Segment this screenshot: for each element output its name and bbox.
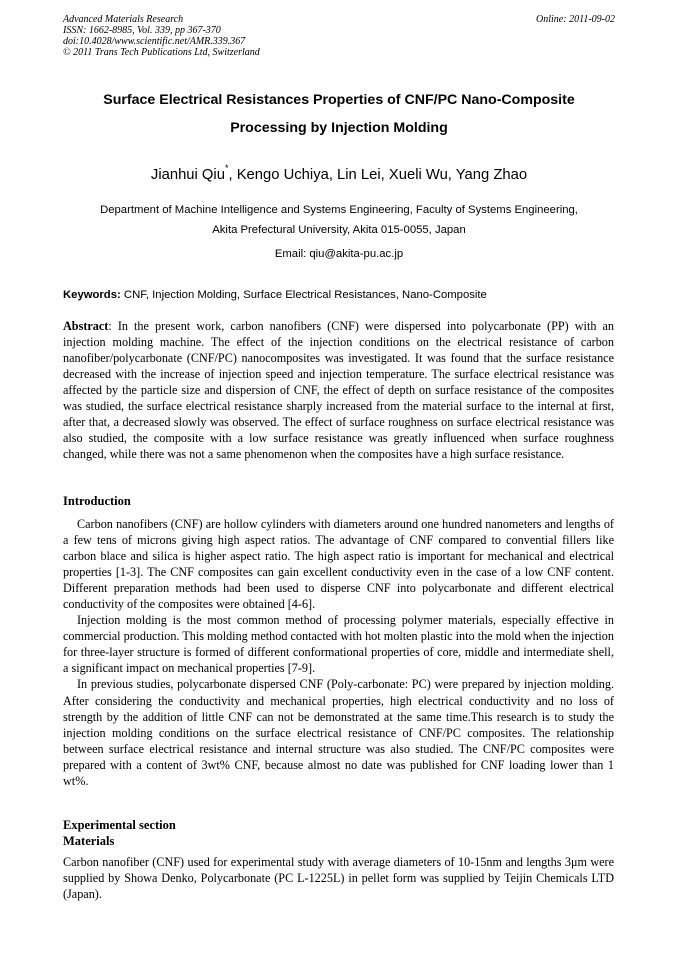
author-rest: , Kengo Uchiya, Lin Lei, Xueli Wu, Yang Zhao	[228, 166, 528, 183]
paper-title-line-1: Surface Electrical Resistances Properties of CNF/PC Nano-Composite	[103, 92, 575, 108]
intro-paragraph-3: In previous studies, polycarbonate dispersed CNF (Poly-carbonate: PC) were prepared by injection molding. After considering the conductivity and mechanical properties, high electrical conductivity and no loss of strength by the addition of little CNF can not be demonstrated at the same time.This research is to study the injection molding conditions on the surface electrical resistance of CNF/PC composites. The relationship between surface electrical resistance and internal structure was also studied. The CNF/PC composites were prepared with a content of 3wt% CNF, because almost no date was published for CNF loading lower than 1 wt%.	[63, 677, 614, 788]
online-date-text: Online: 2011-09-02	[536, 14, 615, 25]
introduction-body	[63, 516, 614, 789]
keywords-text: CNF, Injection Molding, Surface Electrical Resistances, Nano-Composite	[120, 289, 487, 301]
journal-name: Advanced Materials Research	[63, 14, 184, 25]
corresponding-mark: *	[224, 163, 229, 173]
materials-body	[63, 854, 614, 902]
paper-title-line-2: Processing by Injection Molding	[230, 120, 448, 136]
affiliation	[40, 200, 638, 240]
intro-paragraph-2: Injection molding is the most common method of processing polymer materials, especially effective in commercial production. This molding method contacted with hot molten plastic into the mold when the injection for three-layer structure is formed of different conformational properties of core, middle and intermediate shell, a significant impact on mechanical properties [7-9].	[63, 613, 614, 676]
affiliation-line-2: Akita Prefectural University, Akita 015-0055, Japan	[212, 224, 466, 236]
keywords	[63, 287, 623, 303]
journal-issn: ISSN: 1662-8985, Vol. 339, pp 367-370	[63, 25, 221, 36]
experimental-heading: Experimental section	[63, 818, 176, 832]
introduction-heading: Introduction	[63, 494, 131, 508]
journal-header	[63, 14, 260, 58]
materials-paragraph: Carbon nanofiber (CNF) used for experimental study with average diameters of 10-15nm and lengths 3μm were supplied by Showa Denko, Polycarbonate (PC L-1225L) in pellet form was supplied by Teijin Chemicals LTD (Japan).	[63, 855, 614, 902]
author-first: Jianhui Qiu	[150, 166, 225, 183]
paper-title	[40, 86, 638, 142]
abstract-text: : In the present work, carbon nanofibers (CNF) were dispersed into polycarbonate (PP) with an injection molding machine. The effect of the injection conditions on the electrical resistance of carbon nanofiber/polycarbonate (CNF/PC) nanocomposites was investigated. It was found that the surface resistance decreased with the increase of injection speed and injection temperature. The surface electrical resistance was affected by the particle size and dispersion of CNF, the effect of depth on surface resistance of the composites was studied, the surface electrical resistance sharply increased from the material surface to the internal at first, after that, a decreased slowly was observed. The effect of surface roughness on surface electrical resistance was also studied, the composite with a low surface resistance was greatly influenced when surface roughness changed, while there was not a same phenomenon when the composites have a high surface resistance.	[63, 319, 614, 462]
materials-heading: Materials	[63, 834, 115, 848]
abstract	[63, 318, 614, 462]
abstract-label: Abstract	[63, 319, 109, 333]
author-list	[40, 160, 638, 185]
author-email: Email: qiu@akita-pu.ac.jp	[274, 248, 404, 260]
keywords-label: Keywords:	[63, 289, 121, 301]
journal-copyright: © 2011 Trans Tech Publications Ltd, Switzerland	[63, 47, 260, 58]
intro-paragraph-1: Carbon nanofibers (CNF) are hollow cylinders with diameters around one hundred nanometers and lengths of a few tens of microns giving high aspect ratios. The advantage of CNF compared to convential fillers like carbon blace and silica is higher aspect ratio. The high aspect ratio is important for mechanical and electrical properties [1-3]. The CNF composites can gain excellent conductivity even in the case of a low CNF content. Different preparation methods had been used to disperse CNF into polycarbonate and different electrical conductivity of the composites were obtained [4-6].	[63, 517, 614, 612]
journal-doi: doi:10.4028/www.scientific.net/AMR.339.367	[63, 36, 246, 47]
affiliation-line-1: Department of Machine Intelligence and Systems Engineering, Faculty of Systems Engineering,	[100, 204, 578, 216]
online-date	[536, 14, 615, 25]
